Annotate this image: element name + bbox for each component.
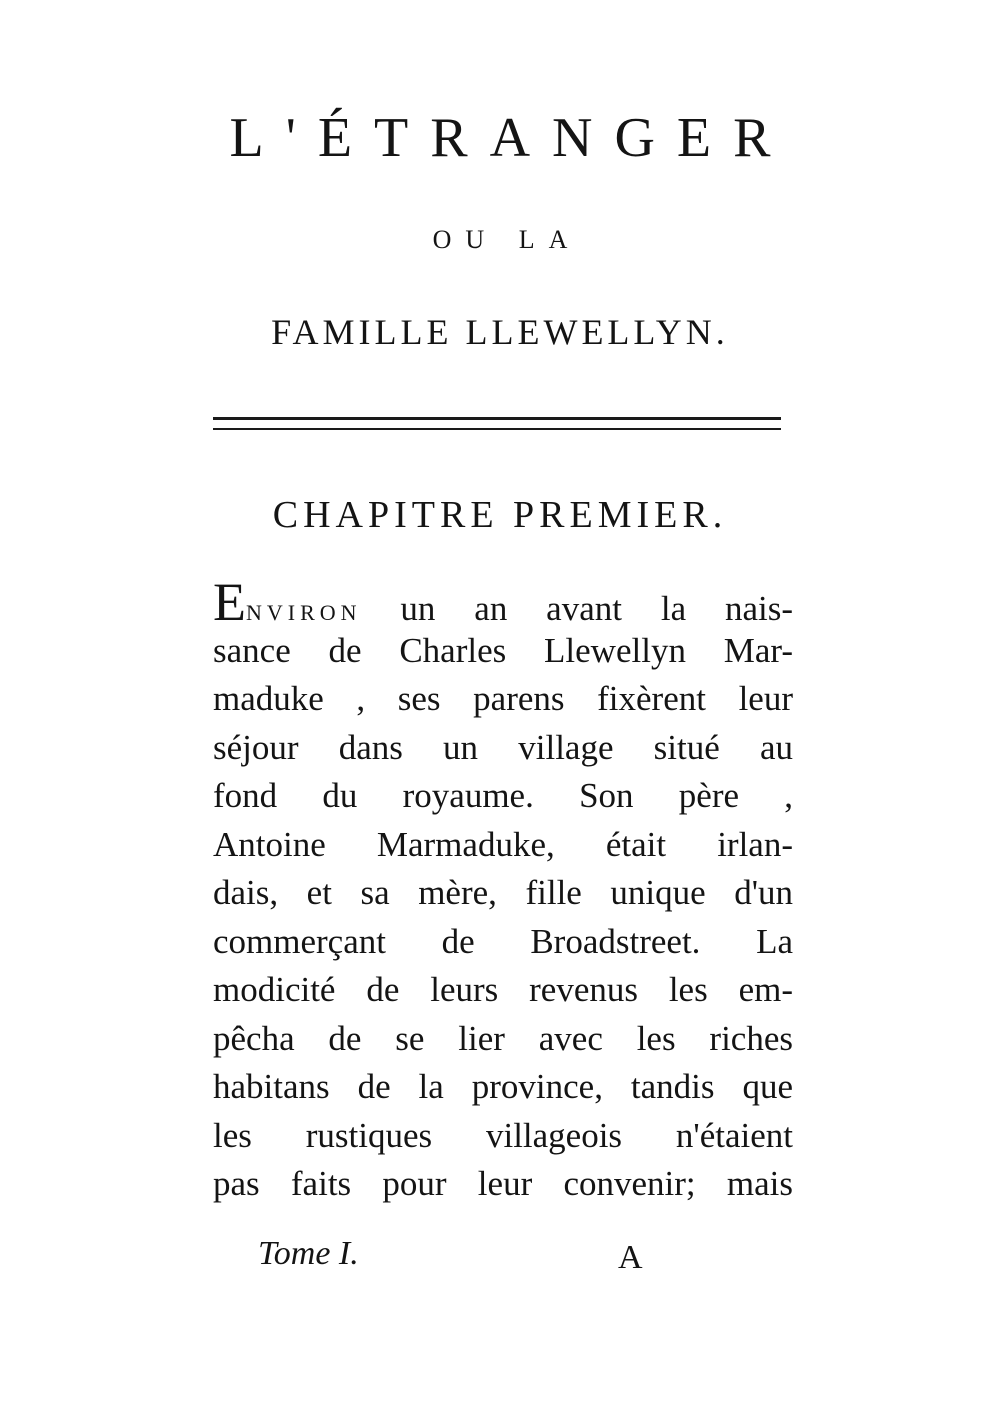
volume-label: Tome I. [258, 1235, 359, 1272]
text-line-first [213, 572, 793, 632]
text-line: commerçant de Broadstreet. La [213, 921, 793, 961]
text-line: habitans de la province, tandis que [213, 1067, 793, 1106]
subtitle-connector: OU LA [432, 225, 582, 254]
text-line: maduke , ses parens fixèrent leur [213, 679, 793, 718]
book-title: L'ÉTRANGER [229, 107, 793, 169]
text-line: fond du royaume. Son père , [213, 776, 793, 815]
drop-cap: E [213, 572, 246, 632]
body-text [213, 572, 793, 1209]
text-line: pas faits pour leur convenir; mais [213, 1164, 793, 1203]
chapter-heading: CHAPITRE PREMIER. [272, 494, 728, 536]
double-rule-bottom [213, 428, 781, 430]
text-line: les rustiques villageois n'étaient [213, 1115, 793, 1155]
text-line: dais, et sa mère, fille unique d'un [213, 873, 793, 912]
text-line: pêcha de se lier avec les riches [213, 1018, 793, 1058]
double-rule-top [213, 417, 781, 420]
text-line: sance de Charles Llewellyn Mar- [213, 630, 793, 670]
text-line: modicité de leurs revenus les em- [213, 970, 793, 1009]
text-line: Antoine Marmaduke, était irlan- [213, 824, 793, 864]
small-caps-word: NVIRON [246, 600, 362, 625]
signature-mark: A [618, 1239, 643, 1276]
first-line-rest: un an avant la nais- [361, 589, 793, 628]
text-line: séjour dans un village situé au [213, 727, 793, 767]
book-subtitle: FAMILLE LLEWELLYN. [271, 312, 729, 352]
